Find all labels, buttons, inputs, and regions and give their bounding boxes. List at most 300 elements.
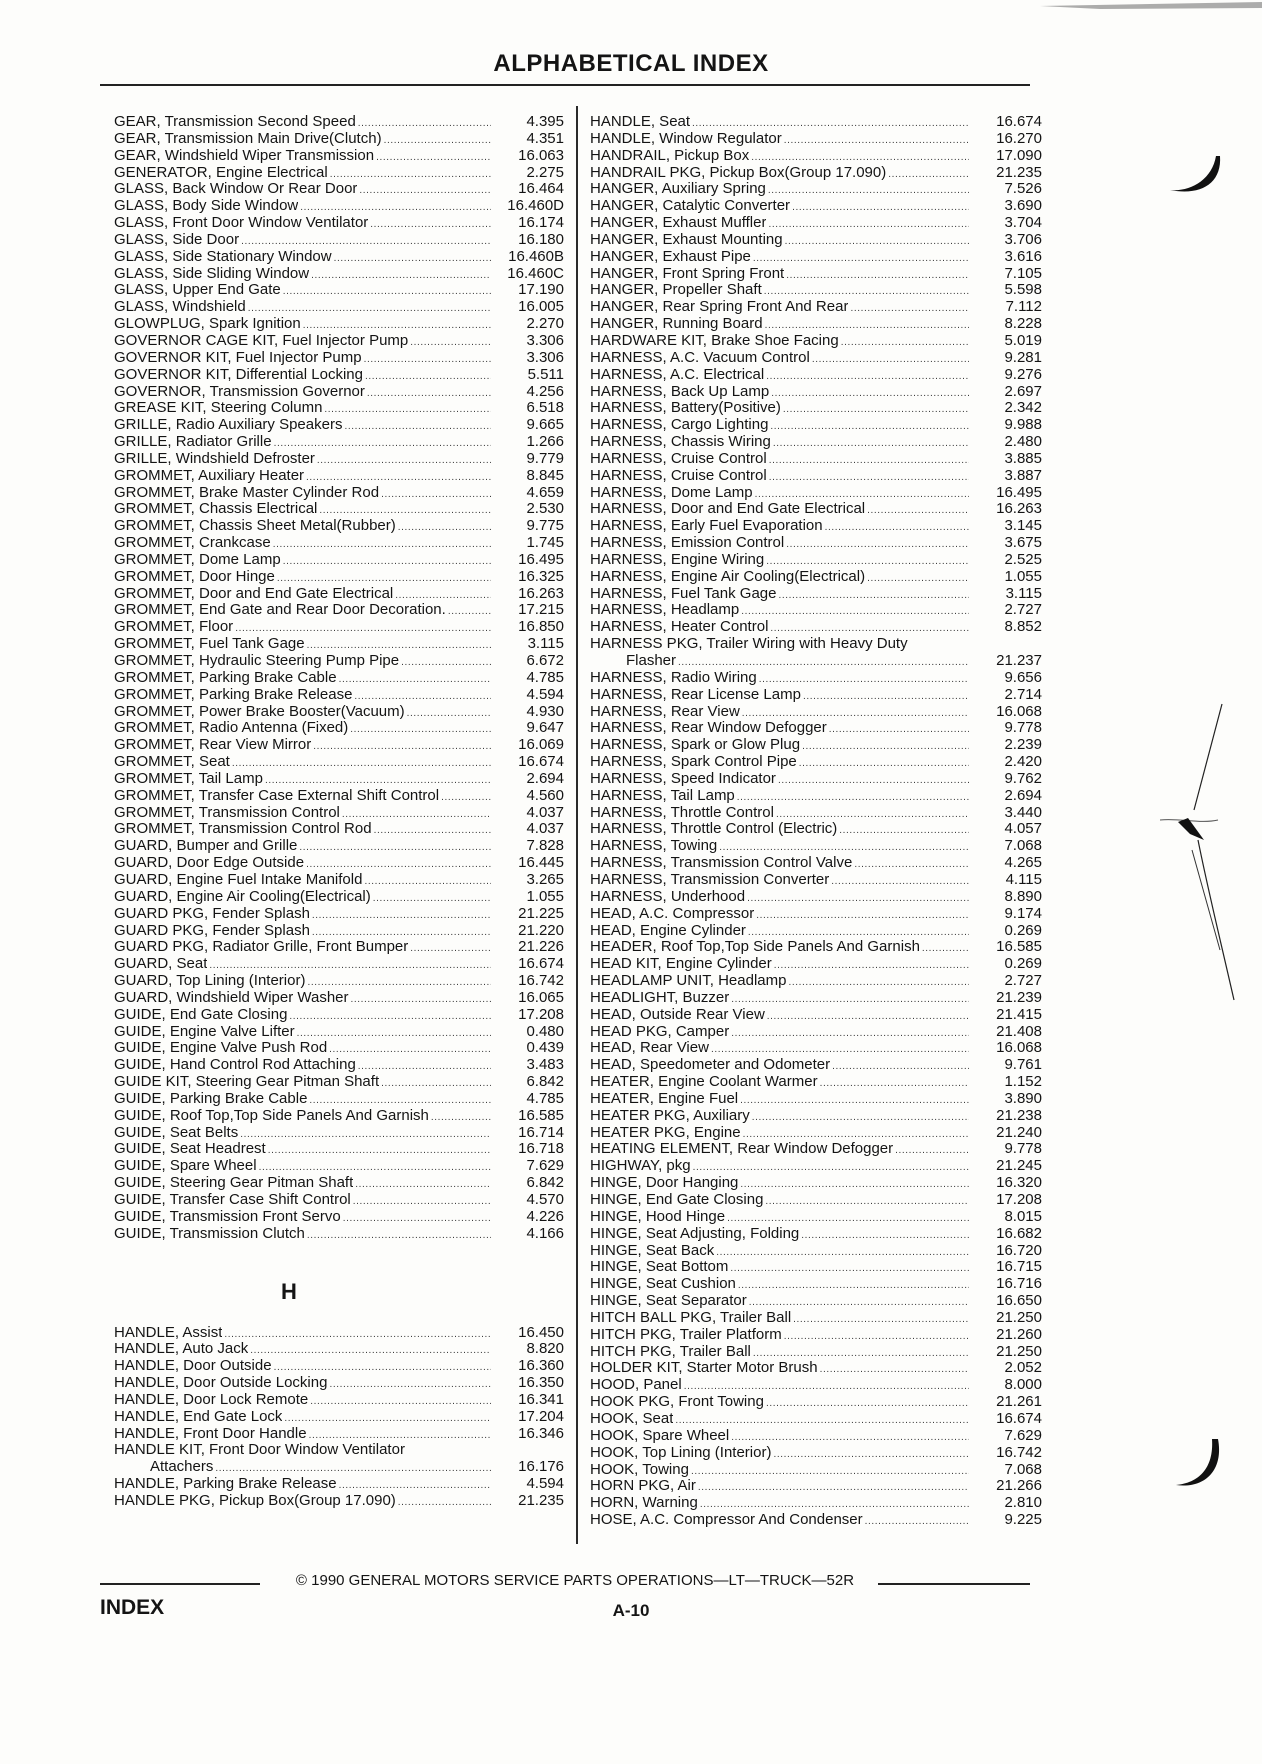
entry-label: GEAR, Transmission Main Drive(Clutch) — [114, 130, 382, 147]
index-entry — [590, 1445, 1042, 1462]
index-entry — [114, 788, 564, 805]
entry-page-ref: 17.090 — [996, 146, 1042, 164]
entry-page-ref: 3.265 — [526, 870, 564, 888]
index-entry — [114, 939, 564, 956]
dot-leader — [831, 874, 969, 891]
index-entry — [590, 586, 1042, 603]
entry-label: HINGE, Seat Bottom — [590, 1259, 729, 1276]
entry-page-ref: 16.176 — [518, 1458, 564, 1476]
dot-leader — [284, 1411, 491, 1428]
entry-label: GROMMET, Brake Master Cylinder Rod — [114, 484, 380, 501]
entry-page-ref: 7.068 — [1004, 1460, 1042, 1478]
footer-copyright: © 1990 GENERAL MOTORS SERVICE PARTS OPERATIONS—LT—TRUCK—52R — [295, 1572, 855, 1589]
entry-label: HEAD, A.C. Compressor — [590, 905, 755, 922]
entry-page-ref: 2.420 — [1004, 753, 1042, 771]
index-entry — [114, 821, 564, 838]
entry-page-ref: 9.778 — [1004, 1140, 1042, 1158]
index-entry — [114, 181, 564, 198]
entry-page-ref: 21.238 — [996, 1106, 1042, 1124]
index-entry — [590, 805, 1042, 822]
dot-leader — [820, 1076, 969, 1093]
entry-page-ref: 21.225 — [518, 904, 564, 922]
entry-label: GUIDE, Parking Brake Cable — [114, 1090, 308, 1107]
dot-leader — [839, 823, 969, 840]
entry-label: GROMMET, Radio Antenna (Fixed) — [114, 720, 349, 737]
entry-page-ref: 21.237 — [996, 652, 1042, 669]
entry-page-ref: 16.174 — [518, 214, 564, 232]
dot-leader — [756, 908, 969, 925]
entry-page-ref: 7.629 — [526, 1157, 564, 1175]
entry-label: HARNESS, Emission Control — [590, 535, 785, 552]
index-entry — [114, 1392, 564, 1409]
index-entry — [590, 889, 1042, 906]
index-entry — [590, 131, 1042, 148]
index-entry — [114, 720, 564, 737]
entry-label: GUIDE, Spare Wheel — [114, 1158, 257, 1175]
dot-leader — [329, 1377, 491, 1394]
entry-label: HARNESS, Throttle Control — [590, 804, 774, 821]
entry-label: HARNESS, Engine Wiring — [590, 551, 765, 568]
entry-page-ref: 2.530 — [526, 500, 564, 518]
entry-label: GROMMET, End Gate and Rear Door Decoration. — [114, 602, 446, 619]
entry-label: HARNESS PKG, Trailer Wiring with Heavy Duty — [590, 636, 908, 653]
entry-label: HANGER, Catalytic Converter — [590, 198, 791, 215]
dot-leader — [773, 436, 969, 453]
title-rule — [100, 84, 1030, 86]
entry-label: GUIDE KIT, Steering Gear Pitman Shaft — [114, 1074, 380, 1091]
entry-label: GUIDE, Roof Top,Top Side Panels And Garnish — [114, 1107, 429, 1124]
index-entry — [114, 1426, 564, 1443]
entry-label: HANGER, Exhaust Pipe — [590, 248, 751, 265]
entry-page-ref: 4.351 — [526, 129, 564, 147]
index-entry — [590, 1024, 1042, 1041]
entry-page-ref: 16.063 — [518, 146, 564, 164]
entry-label: HANDLE, Door Outside Locking — [114, 1375, 328, 1392]
dot-leader — [334, 251, 491, 268]
index-entry — [114, 906, 564, 923]
index-entry — [114, 333, 564, 350]
dot-leader — [803, 689, 969, 706]
index-entry — [114, 872, 564, 889]
entry-page-ref: 8.015 — [1004, 1207, 1042, 1225]
entry-label: HANGER, Propeller Shaft — [590, 282, 762, 299]
dot-leader — [832, 1059, 969, 1076]
dot-leader — [441, 790, 491, 807]
dot-leader — [313, 739, 491, 756]
entry-page-ref: 16.674 — [996, 113, 1042, 130]
entry-label: GUARD PKG, Fender Splash — [114, 905, 310, 922]
index-entry — [590, 384, 1042, 401]
index-entry — [114, 198, 564, 215]
dot-leader — [410, 941, 491, 958]
entry-label: HARNESS, Chassis Wiring — [590, 434, 771, 451]
dot-leader — [778, 588, 969, 605]
dot-leader — [312, 908, 491, 925]
index-entry — [114, 131, 564, 148]
section-letter-h: H — [281, 1278, 297, 1304]
entry-page-ref: 16.650 — [996, 1292, 1042, 1310]
index-entry — [590, 704, 1042, 721]
entry-page-ref: 4.166 — [526, 1224, 564, 1242]
entry-page-ref: 8.228 — [1004, 315, 1042, 333]
index-entry — [114, 434, 564, 451]
index-entry — [114, 1091, 564, 1108]
entry-page-ref: 17.208 — [518, 1005, 564, 1023]
entry-label: HANDLE, Window Regulator — [590, 130, 782, 147]
entry-label: HOOK, Spare Wheel — [590, 1427, 730, 1444]
index-entry — [590, 282, 1042, 299]
entry-label: GUARD, Seat — [114, 956, 208, 973]
index-entry — [590, 114, 1042, 131]
entry-label: GROMMET, Dome Lamp — [114, 551, 281, 568]
page-title: ALPHABETICAL INDEX — [493, 50, 769, 77]
dot-leader — [812, 352, 969, 369]
entry-label: HEADLIGHT, Buzzer — [590, 989, 730, 1006]
dot-leader — [799, 756, 969, 773]
column-divider — [576, 106, 578, 1544]
index-entry — [114, 1007, 564, 1024]
entry-page-ref: 2.694 — [1004, 786, 1042, 804]
entry-label: GLASS, Side Door — [114, 231, 240, 248]
index-entry — [114, 451, 564, 468]
index-entry — [114, 889, 564, 906]
entry-page-ref: 5.598 — [1004, 281, 1042, 299]
index-entry — [590, 1276, 1042, 1293]
index-entry — [114, 249, 564, 266]
index-entry — [590, 165, 1042, 182]
entry-label: HANDLE, Door Outside — [114, 1358, 272, 1375]
entry-page-ref: 9.778 — [1004, 719, 1042, 737]
entry-page-ref: 16.325 — [518, 567, 564, 585]
dot-leader — [367, 386, 491, 403]
entry-page-ref: 1.055 — [526, 887, 564, 905]
entry-label: HANGER, Exhaust Muffler — [590, 215, 767, 232]
dot-leader — [310, 1394, 491, 1411]
entry-label: GROMMET, Power Brake Booster(Vacuum) — [114, 703, 405, 720]
index-entry — [114, 1074, 564, 1091]
entry-page-ref: 2.694 — [526, 769, 564, 787]
entry-label: HEADLAMP UNIT, Headlamp — [590, 973, 787, 990]
entry-label: GUARD, Windshield Wiper Washer — [114, 989, 349, 1006]
dot-leader — [364, 352, 491, 369]
entry-label: HARNESS, Back Up Lamp — [590, 383, 770, 400]
entry-label: HEAD, Rear View — [590, 1040, 709, 1057]
dot-leader — [778, 773, 969, 790]
entry-page-ref: 3.306 — [526, 331, 564, 349]
entry-label: HANDLE, Auto Jack — [114, 1341, 249, 1358]
entry-page-ref: 2.727 — [1004, 601, 1042, 619]
index-list-h — [114, 1325, 564, 1510]
entry-label: HITCH BALL PKG, Trailer Ball — [590, 1309, 792, 1326]
entry-label: HORN, Warning — [590, 1495, 698, 1512]
index-entry — [590, 923, 1042, 940]
entry-page-ref: 21.250 — [996, 1308, 1042, 1326]
entry-label: HANGER, Rear Spring Front And Rear — [590, 299, 849, 316]
entry-page-ref: 7.105 — [1004, 264, 1042, 282]
entry-page-ref: 3.887 — [1004, 466, 1042, 484]
index-entry — [590, 249, 1042, 266]
entry-page-ref: 9.775 — [526, 517, 564, 535]
entry-page-ref: 9.276 — [1004, 365, 1042, 383]
index-entry — [114, 1175, 564, 1192]
dot-leader — [740, 1177, 969, 1194]
index-entry — [114, 1325, 564, 1342]
entry-label: GROMMET, Chassis Electrical — [114, 501, 318, 518]
entry-page-ref: 7.526 — [1004, 180, 1042, 198]
entry-page-ref: 9.174 — [1004, 904, 1042, 922]
entry-page-ref: 16.360 — [518, 1357, 564, 1375]
entry-page-ref: 21.261 — [996, 1393, 1042, 1411]
dot-leader — [401, 655, 491, 672]
index-entry — [114, 923, 564, 940]
entry-page-ref: 2.525 — [1004, 550, 1042, 568]
entry-page-ref: 4.037 — [526, 820, 564, 838]
index-entry — [114, 518, 564, 535]
entry-page-ref: 1.266 — [526, 433, 564, 451]
index-entry — [590, 1259, 1042, 1276]
entry-label: HARNESS, Door and End Gate Electrical — [590, 501, 866, 518]
entry-page-ref: 16.718 — [518, 1140, 564, 1158]
entry-page-ref: 3.306 — [526, 348, 564, 366]
entry-label: GROMMET, Hydraulic Steering Pump Pipe — [114, 653, 400, 669]
entry-page-ref: 6.842 — [526, 1174, 564, 1192]
entry-label: GLOWPLUG, Spark Ignition — [114, 316, 301, 333]
dot-leader — [232, 756, 491, 773]
entry-page-ref: 4.659 — [526, 483, 564, 501]
index-entry — [590, 181, 1042, 198]
index-entry — [114, 282, 564, 299]
index-entry — [114, 670, 564, 687]
entry-label: GREASE KIT, Steering Column — [114, 400, 323, 417]
entry-label: HITCH PKG, Trailer Platform — [590, 1326, 782, 1343]
entry-page-ref: 3.675 — [1004, 534, 1042, 552]
dot-leader — [895, 1143, 969, 1160]
entry-label: HANDLE, Front Door Handle — [114, 1425, 307, 1442]
index-entry — [114, 653, 564, 670]
entry-page-ref: 5.511 — [527, 365, 564, 383]
entry-label: GUIDE, Transmission Clutch — [114, 1225, 305, 1242]
index-entry — [114, 165, 564, 182]
dot-leader — [768, 217, 969, 234]
entry-label: GUIDE, End Gate Closing — [114, 1006, 288, 1023]
entry-label: GROMMET, Fuel Tank Gage — [114, 636, 305, 653]
index-entry — [590, 1344, 1042, 1361]
index-entry — [114, 1226, 564, 1243]
entry-label: GROMMET, Seat — [114, 754, 230, 771]
entry-page-ref: 21.408 — [996, 1022, 1042, 1040]
index-entry — [114, 855, 564, 872]
index-entry — [590, 990, 1042, 1007]
dot-leader — [752, 1110, 969, 1127]
index-entry — [590, 1360, 1042, 1377]
dot-leader — [344, 419, 491, 436]
entry-label: HEADER, Roof Top,Top Side Panels And Garnish — [590, 939, 920, 956]
index-entry — [590, 1428, 1042, 1445]
entry-label: HEAD KIT, Engine Cylinder — [590, 956, 772, 973]
index-entry — [590, 485, 1042, 502]
index-list-h-continued — [590, 114, 1042, 1529]
entry-label: HANGER, Exhaust Mounting — [590, 231, 783, 248]
entry-label: GUIDE, Transmission Front Servo — [114, 1208, 341, 1225]
index-entry — [590, 1478, 1042, 1495]
index-entry — [590, 602, 1042, 619]
index-entry — [590, 501, 1042, 518]
index-entry — [590, 468, 1042, 485]
entry-label: GROMMET, Door Hinge — [114, 568, 275, 585]
index-entry — [114, 602, 564, 619]
dot-leader — [820, 1362, 969, 1379]
index-entry — [590, 1411, 1042, 1428]
entry-page-ref: 9.225 — [1004, 1511, 1042, 1529]
entry-page-ref: 9.647 — [526, 719, 564, 737]
dot-leader — [283, 554, 491, 571]
entry-page-ref: 21.235 — [996, 163, 1042, 181]
dot-leader — [364, 874, 491, 891]
dot-leader — [865, 1514, 969, 1531]
index-entry — [114, 1040, 564, 1057]
index-entry — [590, 552, 1042, 569]
index-entry — [590, 1108, 1042, 1125]
dot-leader — [398, 1495, 491, 1512]
entry-label: HEATER, Engine Coolant Warmer — [590, 1074, 818, 1091]
entry-page-ref: 7.068 — [1004, 837, 1042, 855]
entry-label: HANDRAIL, Pickup Box — [590, 147, 750, 164]
index-entry — [114, 114, 564, 131]
index-entry — [114, 1057, 564, 1074]
entry-page-ref: 3.890 — [1004, 1089, 1042, 1107]
dot-leader — [250, 1343, 491, 1360]
index-entry — [590, 1057, 1042, 1074]
entry-label: HINGE, Door Hanging — [590, 1175, 739, 1192]
entry-page-ref: 4.785 — [526, 1089, 564, 1107]
index-entry — [590, 316, 1042, 333]
index-entry — [114, 636, 564, 653]
index-entry — [590, 417, 1042, 434]
entry-page-ref: 16.742 — [518, 972, 564, 990]
index-entry — [114, 838, 564, 855]
entry-page-ref: 1.745 — [526, 534, 564, 552]
entry-page-ref: 6.672 — [526, 652, 564, 669]
index-entry — [590, 518, 1042, 535]
index-entry — [590, 872, 1042, 889]
entry-label: GROMMET, Floor — [114, 619, 234, 636]
index-entry — [590, 619, 1042, 636]
index-entry — [114, 990, 564, 1007]
entry-page-ref: 4.594 — [526, 1475, 564, 1493]
entry-page-ref: 4.930 — [526, 702, 564, 720]
index-entry — [114, 552, 564, 569]
entry-page-ref: 16.460D — [507, 197, 564, 215]
entry-label: HEATER PKG, Auxiliary — [590, 1107, 750, 1124]
entry-label: GUIDE, Engine Valve Push Rod — [114, 1040, 328, 1057]
entry-page-ref: 16.065 — [518, 988, 564, 1006]
section-gap — [114, 1243, 564, 1275]
entry-page-ref: 17.215 — [518, 601, 564, 619]
entry-label: HARNESS, Underhood — [590, 888, 746, 905]
entry-label: GLASS, Upper End Gate — [114, 282, 281, 299]
index-entry — [114, 569, 564, 586]
entry-label: HARNESS, Dome Lamp — [590, 484, 753, 501]
index-entry — [590, 299, 1042, 316]
entry-page-ref: 16.716 — [996, 1275, 1042, 1293]
entry-label: HARNESS, Heater Control — [590, 619, 769, 636]
index-entry — [114, 501, 564, 518]
entry-page-ref: 3.115 — [1005, 584, 1042, 602]
entry-label: HANDLE PKG, Pickup Box(Group 17.090) — [114, 1492, 396, 1509]
dot-leader — [786, 537, 969, 554]
entry-label: GROMMET, Transmission Control — [114, 804, 340, 821]
entry-label: GUARD PKG, Radiator Grille, Front Bumper — [114, 939, 409, 956]
index-entry — [590, 1040, 1042, 1057]
entry-page-ref: 4.226 — [526, 1207, 564, 1225]
index-entry — [590, 350, 1042, 367]
entry-page-ref: 3.145 — [1004, 517, 1042, 535]
entry-page-ref: 4.395 — [526, 113, 564, 130]
index-entry — [114, 266, 564, 283]
entry-page-ref: 16.495 — [518, 550, 564, 568]
index-entry — [114, 586, 564, 603]
dot-leader — [738, 1278, 969, 1295]
index-entry — [114, 485, 564, 502]
dot-leader — [691, 1464, 969, 1481]
entry-label: GROMMET, Rear View Mirror — [114, 737, 312, 754]
entry-page-ref: 4.256 — [526, 382, 564, 400]
footer-rule-right — [878, 1583, 1030, 1585]
index-entry — [590, 1141, 1042, 1158]
index-entry — [590, 198, 1042, 215]
entry-label: GUARD, Engine Air Cooling(Electrical) — [114, 888, 371, 905]
entry-page-ref: 16.720 — [996, 1241, 1042, 1259]
dot-leader — [850, 301, 969, 318]
entry-page-ref: 9.656 — [1004, 668, 1042, 686]
entry-page-ref: 0.480 — [526, 1022, 564, 1040]
index-entry — [114, 1209, 564, 1226]
entry-label: HANDLE, Parking Brake Release — [114, 1476, 337, 1493]
entry-page-ref: 1.152 — [1004, 1073, 1042, 1091]
dot-leader — [773, 1447, 969, 1464]
entry-label: GROMMET, Parking Brake Cable — [114, 669, 337, 686]
index-entry — [590, 451, 1042, 468]
entry-label: GOVERNOR CAGE KIT, Fuel Injector Pump — [114, 332, 409, 349]
index-entry — [590, 1226, 1042, 1243]
dot-leader — [785, 234, 969, 251]
entry-label: GLASS, Body Side Window — [114, 198, 299, 215]
dot-leader — [376, 150, 491, 167]
entry-label: GUARD, Engine Fuel Intake Manifold — [114, 871, 363, 888]
entry-label: HITCH PKG, Trailer Ball — [590, 1343, 751, 1360]
index-entry — [590, 1243, 1042, 1260]
entry-label: HARNESS, Headlamp — [590, 602, 740, 619]
entry-page-ref: 16.263 — [996, 500, 1042, 518]
right-column — [590, 114, 1042, 1529]
entry-page-ref: 16.715 — [996, 1258, 1042, 1276]
entry-label: GUIDE, Engine Valve Lifter — [114, 1023, 295, 1040]
entry-page-ref: 0.439 — [526, 1039, 564, 1057]
index-entry — [114, 468, 564, 485]
entry-page-ref: 16.346 — [518, 1424, 564, 1442]
entry-page-ref: 2.275 — [526, 163, 564, 181]
index-entry — [590, 535, 1042, 552]
dot-leader — [343, 1211, 491, 1228]
entry-label: GRILLE, Windshield Defroster — [114, 450, 315, 467]
dot-leader — [355, 1177, 491, 1194]
entry-page-ref: 6.842 — [526, 1073, 564, 1091]
entry-page-ref: 0.269 — [1004, 955, 1042, 973]
dot-leader — [768, 183, 969, 200]
index-entry — [114, 704, 564, 721]
index-entry — [590, 1125, 1042, 1142]
dot-leader — [784, 1329, 969, 1346]
